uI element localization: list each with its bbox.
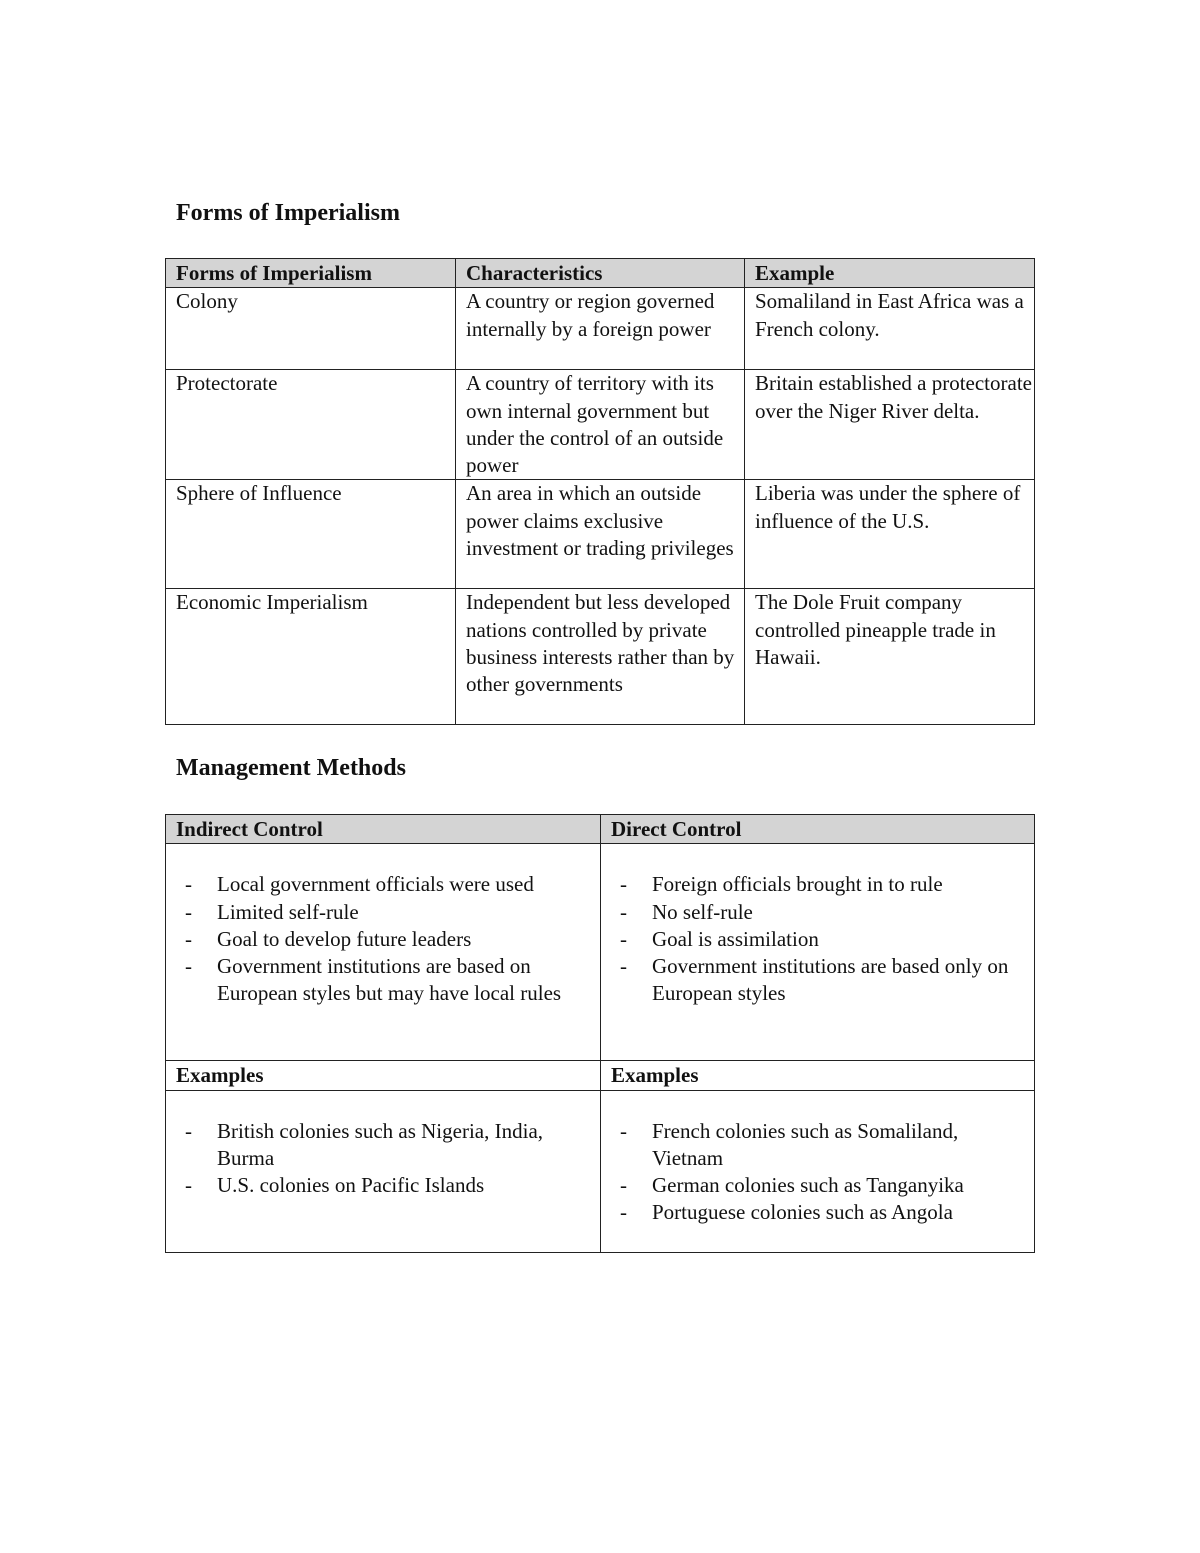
- direct-control-points-cell: [601, 844, 1035, 1061]
- direct-examples-header: Examples: [601, 1061, 1035, 1090]
- dash-bullet: -: [185, 954, 192, 979]
- direct-control-header: Direct Control: [601, 815, 1035, 844]
- list-item: [176, 871, 600, 898]
- example-cell: Liberia was under the sphere of influence of the U.S.: [745, 480, 1035, 589]
- forms-of-imperialism-heading: Forms of Imperialism: [176, 200, 400, 226]
- list-item-text: Foreign officials brought in to rule: [652, 872, 943, 897]
- dash-bullet: -: [185, 1173, 192, 1198]
- dash-bullet: -: [620, 954, 627, 979]
- table-row: [166, 589, 1035, 725]
- dash-bullet: -: [620, 872, 627, 897]
- list-item: [176, 926, 600, 953]
- list-item: [176, 1172, 600, 1199]
- form-cell: Economic Imperialism: [166, 589, 456, 725]
- examples-header-row: [166, 1061, 1035, 1090]
- list-item-text: Government institutions are based on European styles but may have local rules: [217, 954, 562, 1006]
- list-item: [611, 926, 1034, 953]
- list-item-text: German colonies such as Tanganyika: [652, 1173, 964, 1198]
- table-row: [166, 370, 1035, 480]
- list-item: [611, 1199, 1034, 1226]
- list-item: [611, 899, 1034, 926]
- dash-bullet: -: [185, 872, 192, 897]
- dash-bullet: -: [620, 1173, 627, 1198]
- indirect-examples-list: [176, 1091, 600, 1200]
- table-row: [166, 844, 1035, 1061]
- table-header-row: [166, 815, 1035, 844]
- example-cell: Britain established a protectorate over the Niger River delta.: [745, 370, 1035, 480]
- dash-bullet: -: [185, 926, 192, 951]
- forms-of-imperialism-table: [165, 258, 1035, 725]
- list-item-text: Limited self-rule: [217, 899, 359, 924]
- table-header-row: [166, 259, 1035, 288]
- management-methods-table: [165, 814, 1035, 1253]
- list-item: [611, 953, 1034, 1008]
- example-cell: Somaliland in East Africa was a French colony.: [745, 288, 1035, 370]
- list-item: [611, 1118, 1034, 1173]
- column-header-characteristics: Characteristics: [456, 259, 745, 288]
- dash-bullet: -: [620, 899, 627, 924]
- table-row: [166, 480, 1035, 589]
- list-item-text: Portuguese colonies such as Angola: [652, 1200, 953, 1225]
- list-item-text: No self-rule: [652, 899, 753, 924]
- list-item-text: U.S. colonies on Pacific Islands: [217, 1173, 485, 1198]
- characteristics-cell: An area in which an outside power claims exclusive investment or trading privileges: [456, 480, 745, 589]
- characteristics-cell: A country of territory with its own internal government but under the control of an outside power: [456, 370, 745, 480]
- indirect-control-points-cell: [166, 844, 601, 1061]
- indirect-control-list: [176, 844, 600, 1007]
- indirect-examples-cell: [166, 1090, 601, 1252]
- indirect-control-header: Indirect Control: [166, 815, 601, 844]
- form-cell: Colony: [166, 288, 456, 370]
- direct-examples-cell: [601, 1090, 1035, 1252]
- characteristics-cell: Independent but less developed nations controlled by private business interests rather than by other governments: [456, 589, 745, 725]
- list-item: [611, 1172, 1034, 1199]
- management-methods-heading: Management Methods: [176, 755, 406, 781]
- column-header-example: Example: [745, 259, 1035, 288]
- list-item-text: Goal to develop future leaders: [217, 926, 472, 951]
- list-item-text: French colonies such as Somaliland, Vietnam: [652, 1118, 959, 1170]
- dash-bullet: -: [185, 899, 192, 924]
- list-item-text: Local government officials were used: [217, 872, 534, 897]
- table-row: [166, 288, 1035, 370]
- table-row: [166, 1090, 1035, 1252]
- direct-control-list: [611, 844, 1034, 1007]
- dash-bullet: -: [620, 926, 627, 951]
- dash-bullet: -: [185, 1118, 192, 1143]
- list-item: [176, 899, 600, 926]
- dash-bullet: -: [620, 1200, 627, 1225]
- form-cell: Protectorate: [166, 370, 456, 480]
- list-item-text: Government institutions are based only on European styles: [652, 954, 1009, 1006]
- list-item: [176, 1118, 600, 1173]
- direct-examples-list: [611, 1091, 1034, 1227]
- dash-bullet: -: [620, 1118, 627, 1143]
- indirect-examples-header: Examples: [166, 1061, 601, 1090]
- column-header-form: Forms of Imperialism: [166, 259, 456, 288]
- list-item-text: Goal is assimilation: [652, 926, 819, 951]
- example-cell: The Dole Fruit company controlled pineapple trade in Hawaii.: [745, 589, 1035, 725]
- characteristics-cell: A country or region governed internally by a foreign power: [456, 288, 745, 370]
- list-item-text: British colonies such as Nigeria, India, Burma: [217, 1118, 544, 1170]
- form-cell: Sphere of Influence: [166, 480, 456, 589]
- list-item: [176, 953, 600, 1008]
- list-item: [611, 871, 1034, 898]
